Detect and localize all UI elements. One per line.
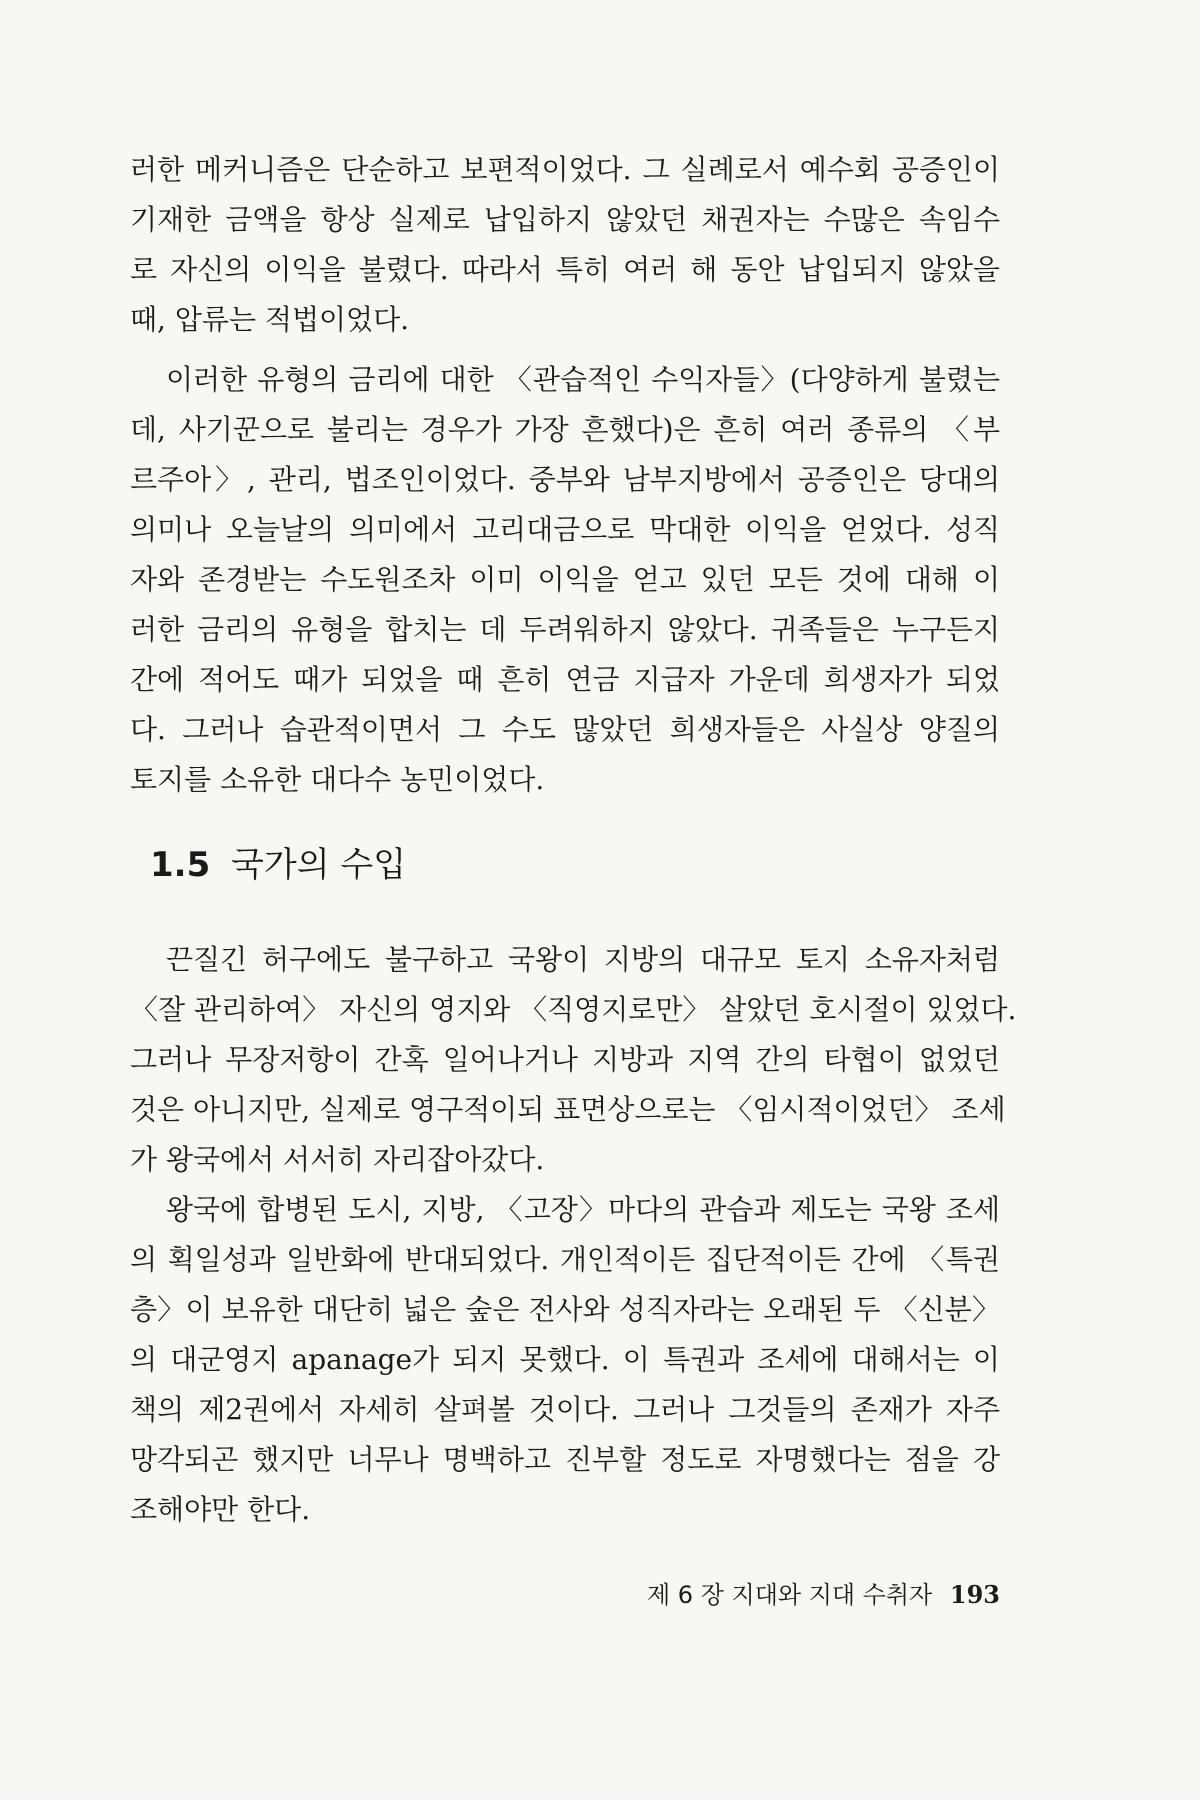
- text-line: 그러나 무장저항이 간혹 일어나거나 지방과 지역 간의 타협이 없었던: [130, 1043, 1000, 1076]
- paragraph-3: [130, 935, 1017, 1185]
- page-footer: [647, 1575, 1000, 1615]
- text-line: 데, 사기꾼으로 불리는 경우가 가장 흔했다)은 흔히 여러 종류의 〈부: [130, 413, 1000, 446]
- text-line: 왕국에 합병된 도시, 지방, 〈고장〉마다의 관습과 제도는 국왕 조세: [166, 1193, 1000, 1226]
- text-line: 조해야만 한다.: [130, 1493, 311, 1526]
- text-line: 이러한 유형의 금리에 대한 〈관습적인 수익자들〉(다양하게 불렸는: [166, 363, 1000, 396]
- text-line: 의 획일성과 일반화에 반대되었다. 개인적이든 집단적이든 간에 〈특권: [130, 1243, 1000, 1276]
- text-line: 로 자신의 이익을 불렸다. 따라서 특히 여러 해 동안 납입되지 않았을: [130, 253, 1000, 286]
- text-line: 러한 메커니즘은 단순하고 보편적이었다. 그 실례로서 예수회 공증인이: [130, 153, 1000, 186]
- text-line: 망각되곤 했지만 너무나 명백하고 진부할 정도로 자명했다는 점을 강: [130, 1443, 1000, 1476]
- page-number: 193: [949, 1580, 1000, 1609]
- text-line: 기재한 금액을 항상 실제로 납입하지 않았던 채권자는 수많은 속임수: [130, 203, 1000, 236]
- text-line: 러한 금리의 유형을 합치는 데 두려워하지 않았다. 귀족들은 누구든지: [130, 613, 1000, 646]
- text-line: 다. 그러나 습관적이면서 그 수도 많았던 희생자들은 사실상 양질의: [130, 713, 1000, 746]
- text-line: 간에 적어도 때가 되었을 때 흔히 연금 지급자 가운데 희생자가 되었: [130, 663, 1000, 696]
- text-line: 르주아〉, 관리, 법조인이었다. 중부와 남부지방에서 공증인은 당대의: [130, 463, 1000, 496]
- text-line: 것은 아니지만, 실제로 영구적이되 표면상으로는 〈임시적이었던〉 조세: [130, 1093, 1006, 1126]
- text-line: 가 왕국에서 서서히 자리잡아갔다.: [130, 1143, 545, 1176]
- text-line: 자와 존경받는 수도원조차 이미 이익을 얻고 있던 모든 것에 대해 이: [130, 563, 1000, 596]
- section-title: 국가의 수입: [231, 845, 407, 885]
- section-heading: [150, 840, 406, 890]
- text-line: 의미나 오늘날의 의미에서 고리대금으로 막대한 이익을 얻었다. 성직: [130, 513, 1000, 546]
- text-line: 때, 압류는 적법이었다.: [130, 303, 410, 336]
- paragraph-2: [130, 355, 1000, 805]
- text-line: 토지를 소유한 대다수 농민이었다.: [130, 763, 545, 796]
- text-line: 층〉이 보유한 대단히 넓은 숲은 전사와 성직자라는 오래된 두 〈신분〉: [130, 1293, 1000, 1326]
- paragraph-1: [130, 145, 1000, 345]
- text-line: 끈질긴 허구에도 불구하고 국왕이 지방의 대규모 토지 소유자처럼: [166, 943, 1000, 976]
- text-line: 책의 제2권에서 자세히 살펴볼 것이다. 그러나 그것들의 존재가 자주: [130, 1393, 1000, 1426]
- running-title: 제 6 장 지대와 지대 수취자: [646, 1581, 933, 1609]
- section-number: 1.5: [150, 845, 211, 885]
- text-line: 〈잘 관리하여〉 자신의 영지와 〈직영지로만〉 살았던 호시절이 있었다.: [130, 993, 1017, 1026]
- text-line: 의 대군영지 apanage가 되지 못했다. 이 특권과 조세에 대해서는 이: [130, 1343, 1000, 1376]
- paragraph-4: [130, 1185, 1000, 1535]
